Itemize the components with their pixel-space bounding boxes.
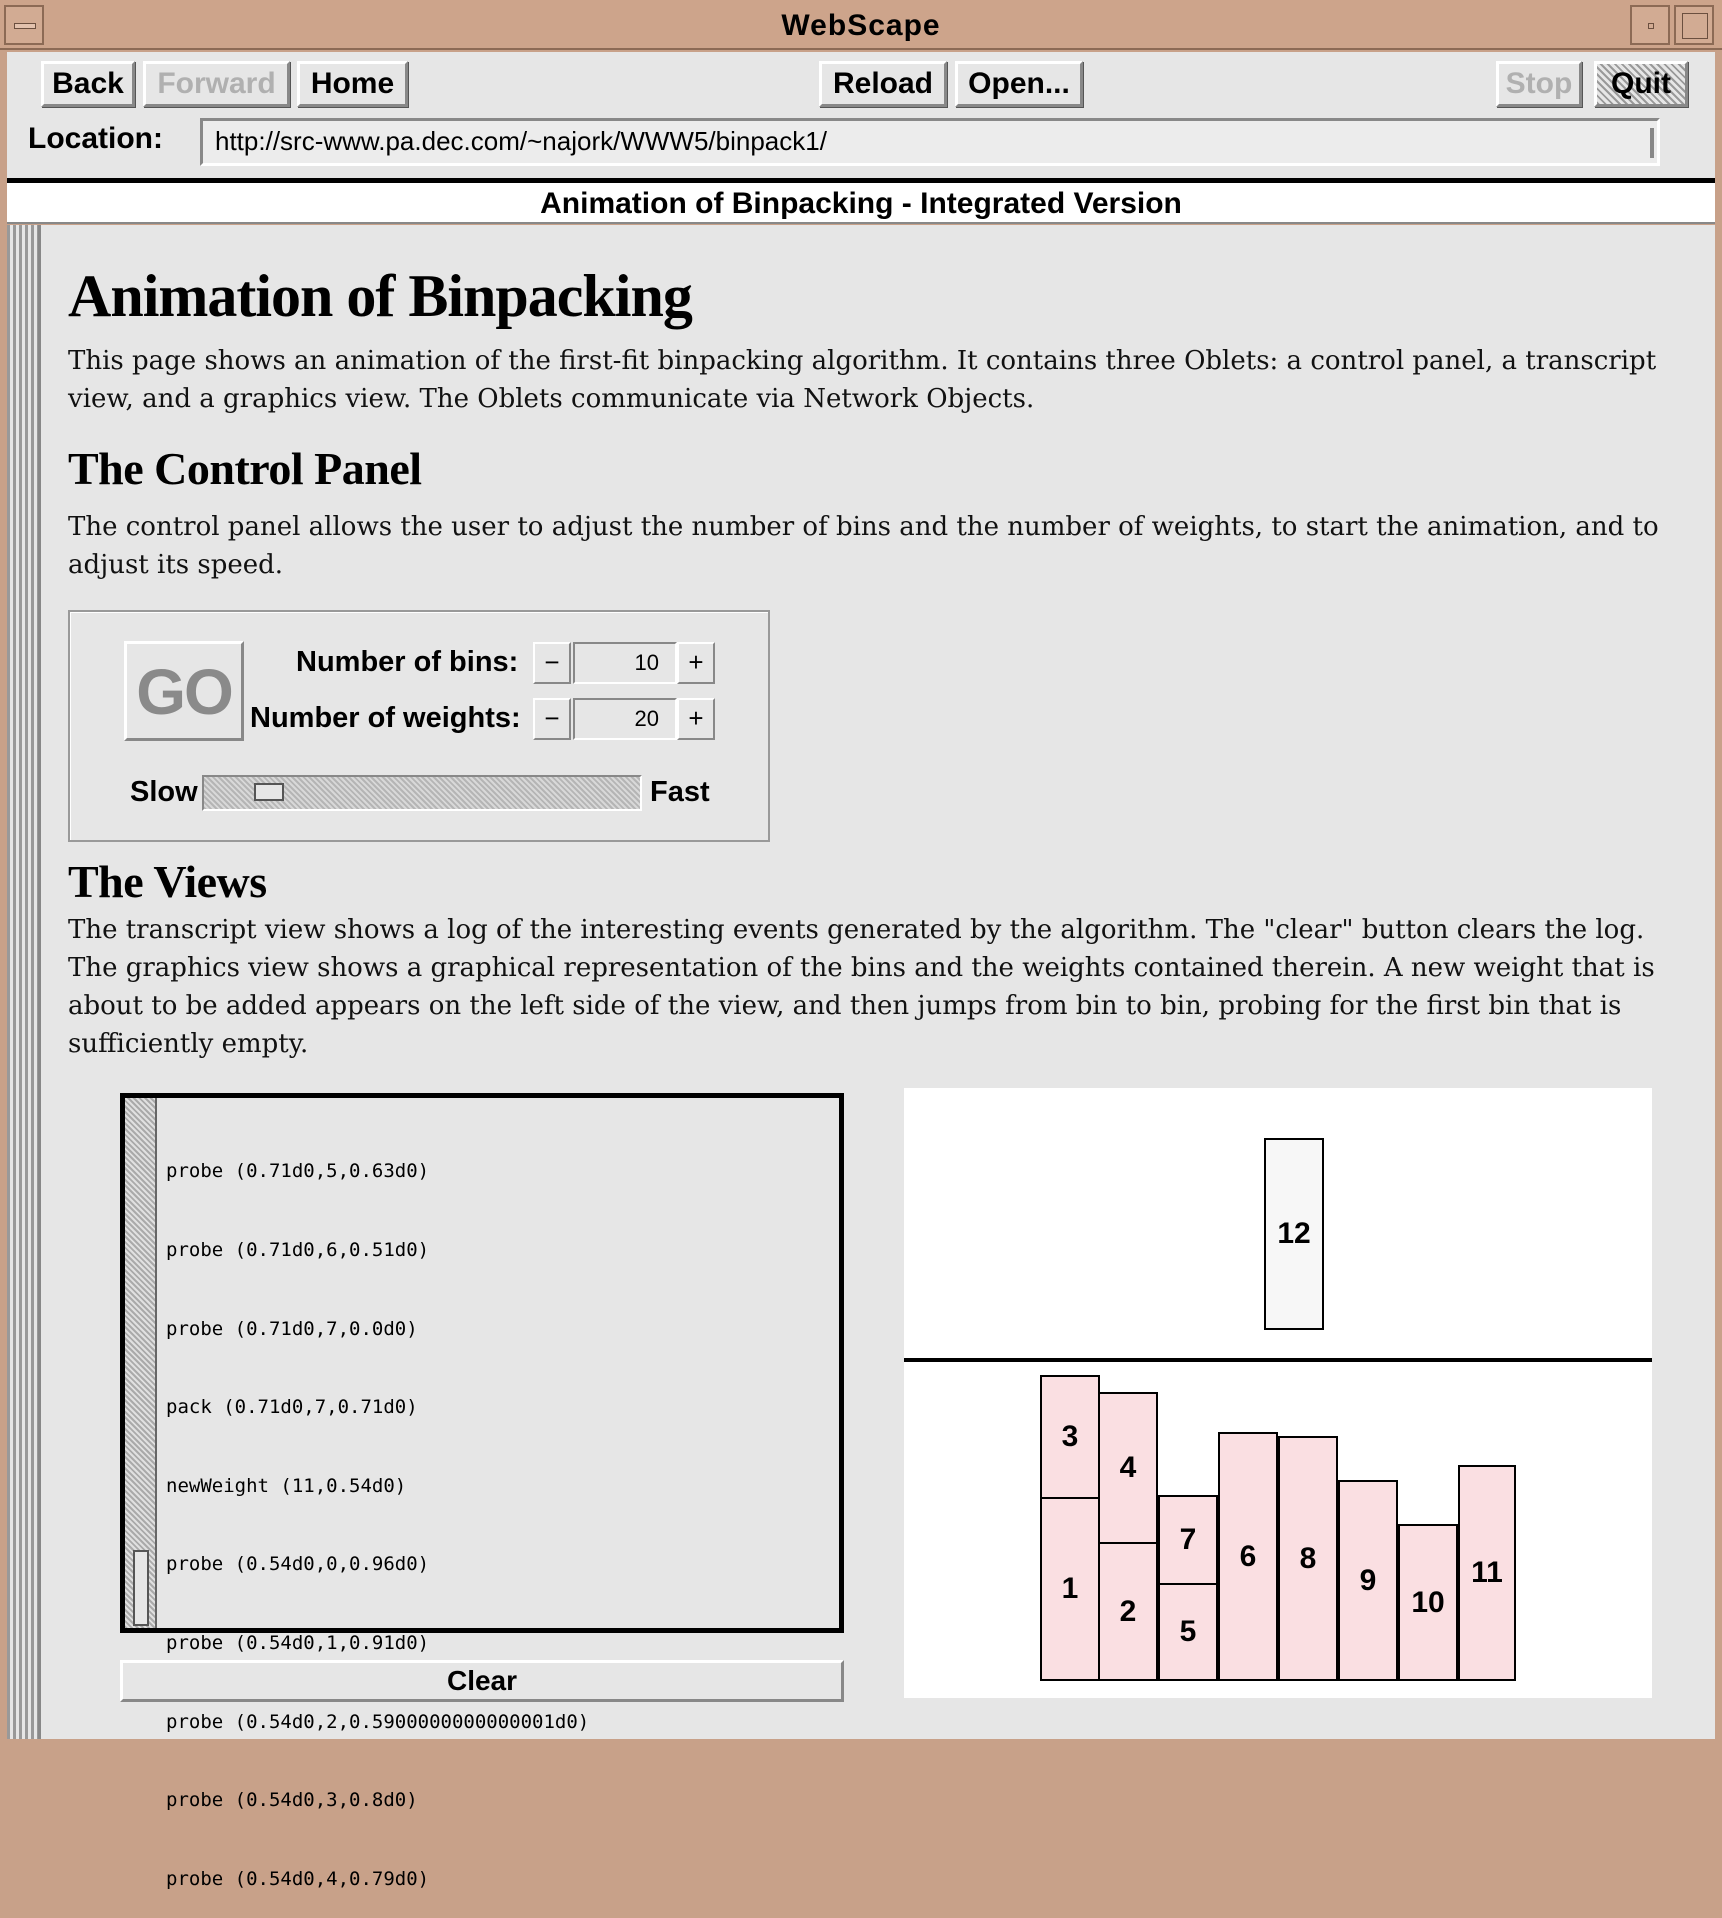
pending-weight: 12 — [1264, 1138, 1324, 1330]
home-button[interactable]: Home — [297, 61, 408, 107]
transcript-line: probe (0.54d0,2,0.5900000000000001d0) — [166, 1710, 590, 1733]
graphics-divider — [904, 1358, 1652, 1362]
page-heading: Animation of Binpacking — [68, 263, 692, 329]
document-title: Animation of Binpacking - Integrated Version — [540, 187, 1182, 220]
window-title: WebScape — [781, 9, 941, 42]
transcript-line: probe (0.54d0,4,0.79d0) — [166, 1867, 430, 1890]
open-button[interactable]: Open... — [955, 61, 1083, 107]
clear-button[interactable]: Clear — [120, 1660, 844, 1702]
weight-box: 7 — [1158, 1495, 1218, 1585]
weight-box: 8 — [1278, 1436, 1338, 1681]
transcript-log — [166, 1106, 826, 1918]
transcript-line: probe (0.71d0,7,0.0d0) — [166, 1317, 418, 1340]
weight-box: 1 — [1040, 1497, 1100, 1681]
bins-value-field[interactable]: 10 — [573, 642, 677, 684]
views-paragraph: The transcript view shows a log of the interesting events generated by the algorithm. The "clear" button clears the log. The graphics view shows a graphical representation of the bins and the weights contained therein. A new weight that is about to be added appears on the left side of the view, and then jumps from bin to bin, probing for the first bin that is sufficiently empty. — [68, 915, 1655, 1059]
location-cursor — [1650, 128, 1654, 158]
back-button[interactable]: Back — [41, 61, 135, 107]
fast-label: Fast — [650, 776, 710, 808]
window-bottom-border — [0, 1739, 1722, 1746]
weight-box: 3 — [1040, 1375, 1100, 1499]
speed-slider-thumb[interactable] — [254, 783, 284, 801]
transcript-scroll-thumb[interactable] — [133, 1550, 149, 1626]
transcript-line: probe (0.54d0,3,0.8d0) — [166, 1789, 418, 1812]
location-label: Location: — [28, 122, 163, 155]
reload-button[interactable]: Reload — [819, 61, 947, 107]
weight-box: 4 — [1098, 1392, 1158, 1544]
location-input[interactable]: http://src-www.pa.dec.com/~najork/WWW5/binpack1/ — [200, 118, 1660, 166]
bins-decrement-button[interactable]: − — [533, 642, 571, 684]
weight-box: 5 — [1158, 1583, 1218, 1681]
bins-increment-button[interactable]: + — [677, 642, 715, 684]
intro-paragraph: This page shows an animation of the first-fit binpacking algorithm. It contains three Oblets: a control panel, a transcript view, and a graphics view. The Oblets communicate via Network Objects. — [68, 346, 1657, 414]
maximize-icon[interactable] — [1674, 5, 1714, 45]
weight-box: 11 — [1458, 1465, 1516, 1681]
transcript-line: probe (0.54d0,0,0.96d0) — [166, 1553, 430, 1576]
go-button[interactable]: GO — [124, 641, 244, 741]
control-panel-paragraph: The control panel allows the user to adjust the number of bins and the number of weights, to start the animation, and to adjust its speed. — [68, 512, 1659, 580]
weight-box: 2 — [1098, 1542, 1158, 1681]
weights-decrement-button[interactable]: − — [533, 698, 571, 740]
stop-button[interactable]: Stop — [1496, 61, 1582, 107]
transcript-line: newWeight (11,0.54d0) — [166, 1474, 407, 1497]
transcript-line: probe (0.71d0,6,0.51d0) — [166, 1239, 430, 1262]
transcript-scrollbar[interactable] — [125, 1098, 157, 1628]
forward-button[interactable]: Forward — [143, 61, 290, 107]
quit-button[interactable]: Quit — [1594, 61, 1688, 107]
vertical-scrollbar[interactable] — [7, 225, 41, 1739]
transcript-line: probe (0.54d0,1,0.91d0) — [166, 1632, 430, 1655]
minimize-icon[interactable] — [1630, 5, 1670, 45]
control-panel-heading: The Control Panel — [68, 443, 422, 494]
transcript-line: pack (0.71d0,7,0.71d0) — [166, 1396, 418, 1419]
slow-label: Slow — [130, 776, 198, 808]
views-heading: The Views — [68, 856, 267, 907]
weight-box: 10 — [1398, 1524, 1458, 1681]
transcript-line: probe (0.71d0,5,0.63d0) — [166, 1160, 430, 1183]
weights-value-field[interactable]: 20 — [573, 698, 677, 740]
bins-label: Number of bins: — [296, 646, 519, 678]
weight-box: 6 — [1218, 1432, 1278, 1681]
weights-label: Number of weights: — [250, 702, 521, 734]
weight-box: 9 — [1338, 1480, 1398, 1681]
weights-increment-button[interactable]: + — [677, 698, 715, 740]
